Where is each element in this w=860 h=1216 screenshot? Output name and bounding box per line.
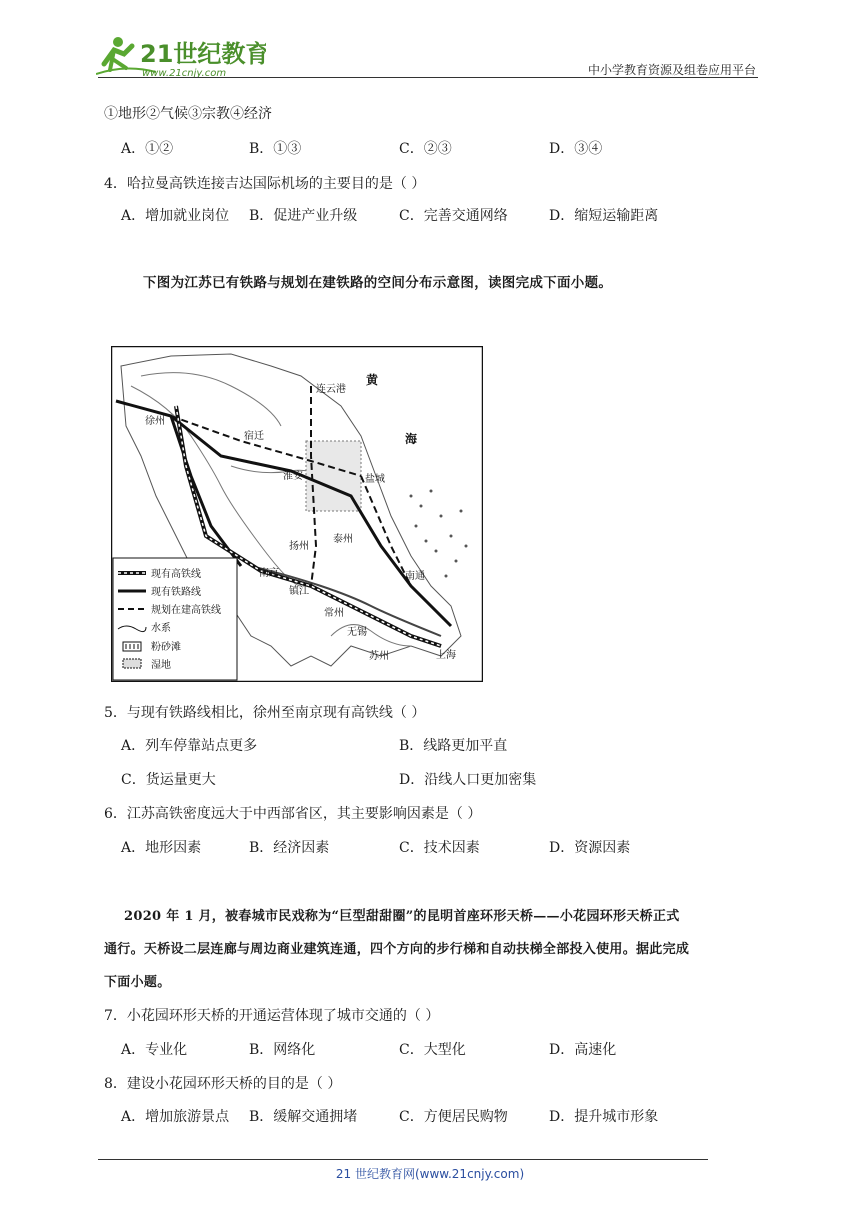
site-logo [96, 34, 266, 80]
q7-option-b[interactable]: B．网络化 [249, 1042, 316, 1058]
q6-option-a[interactable]: A．地形因素 [121, 840, 202, 856]
q5-stem: 5．与现有铁路线相比，徐州至南京现有高铁线（ ） [104, 705, 426, 721]
q5-option-c[interactable]: C．货运量更大 [121, 772, 216, 788]
map-label-wuxi: 无锡 [347, 627, 367, 638]
q6-option-c[interactable]: C．技术因素 [399, 840, 480, 856]
legend-label-water: 水系 [151, 623, 171, 634]
q8-option-b[interactable]: B．缓解交通拥堵 [249, 1109, 358, 1125]
bridge-intro-line2: 通行。天桥设二层连廊与周边商业建筑连通，四个方向的步行梯和自动扶梯全部投入使用。据此完成 [104, 942, 690, 957]
map-label-yancheng: 盐城 [365, 474, 385, 485]
header-divider [98, 77, 758, 78]
q5-option-b[interactable]: B．线路更加平直 [399, 738, 508, 754]
q3-option-a[interactable]: A．①② [121, 141, 174, 157]
bridge-intro-line3: 下面小题。 [104, 975, 171, 990]
map-label-xuzhou: 徐州 [145, 416, 165, 427]
logo-main-text: 21世纪教育 [140, 40, 266, 68]
q6-stem: 6．江苏高铁密度远大于中西部省区，其主要影响因素是（ ） [104, 806, 482, 822]
q5-option-a[interactable]: A．列车停靠站点更多 [121, 738, 258, 754]
q6-option-b[interactable]: B．经济因素 [249, 840, 330, 856]
q7-option-c[interactable]: C．大型化 [399, 1042, 466, 1058]
map-label-changzhou: 常州 [324, 608, 344, 619]
q3-stem: ①地形②气候③宗教④经济 [104, 106, 272, 122]
q7-option-d[interactable]: D．高速化 [549, 1042, 617, 1058]
map-legend [113, 558, 237, 680]
bridge-intro-line1: 2020 年 1 月，被春城市民戏称为“巨型甜甜圈”的昆明首座环形天桥——小花园环形天桥正式 [124, 909, 680, 924]
q4-option-c[interactable]: C．完善交通网络 [399, 208, 508, 224]
q4-stem: 4．哈拉曼高铁连接吉达国际机场的主要目的是（ ） [104, 176, 426, 192]
map-label-sea-1: 黄 [366, 373, 379, 387]
q7-stem: 7．小花园环形天桥的开通运营体现了城市交通的（ ） [104, 1008, 440, 1024]
legend-label-planned: 规划在建高铁线 [151, 605, 221, 616]
q3-option-c[interactable]: C．②③ [399, 141, 452, 157]
map-label-lianyungang: 连云港 [316, 384, 346, 395]
q3-option-d[interactable]: D．③④ [549, 141, 603, 157]
legend-label-wetland: 湿地 [151, 660, 171, 671]
q4-option-a[interactable]: A．增加就业岗位 [121, 208, 230, 224]
map-label-shanghai: 上海 [436, 650, 456, 661]
q5-option-d[interactable]: D．沿线人口更加密集 [399, 772, 537, 788]
map-label-nantong: 南通 [405, 571, 425, 582]
jiangsu-railway-map [111, 346, 483, 682]
legend-label-sand: 粉砂滩 [151, 642, 181, 653]
q8-stem: 8．建设小花园环形天桥的目的是（ ） [104, 1076, 342, 1092]
map-intro-text: 下图为江苏已有铁路与规划在建铁路的空间分布示意图，读图完成下面小题。 [143, 275, 613, 291]
map-label-suzhou: 苏州 [369, 651, 389, 662]
map-label-huaian: 淮安 [283, 471, 303, 482]
q8-option-c[interactable]: C．方便居民购物 [399, 1109, 508, 1125]
platform-title: 中小学教育资源及组卷应用平台 [587, 63, 756, 77]
q3-option-b[interactable]: B．①③ [249, 141, 302, 157]
q6-option-d[interactable]: D．资源因素 [549, 840, 631, 856]
q4-option-b[interactable]: B．促进产业升级 [249, 208, 358, 224]
legend-label-railway: 现有铁路线 [151, 587, 201, 598]
logo-sub-text: www.21cnjy.com [142, 68, 227, 79]
map-label-zhenjiang: 镇江 [289, 586, 309, 597]
map-label-sea-2: 海 [405, 432, 418, 446]
legend-label-hsr: 现有高铁线 [151, 569, 201, 580]
map-label-taizhou: 泰州 [333, 534, 353, 545]
q8-option-d[interactable]: D．提升城市形象 [549, 1109, 659, 1125]
map-label-yangzhou: 扬州 [289, 541, 309, 552]
q8-option-a[interactable]: A．增加旅游景点 [121, 1109, 230, 1125]
q7-option-a[interactable]: A．专业化 [121, 1042, 188, 1058]
q4-option-d[interactable]: D．缩短运输距离 [549, 208, 659, 224]
map-label-suqian: 宿迁 [244, 431, 264, 442]
footer-divider [98, 1159, 708, 1160]
footer-link[interactable]: 21 世纪教育网(www.21cnjy.com) [335, 1167, 525, 1181]
map-label-nanjing: 南京 [259, 568, 279, 579]
